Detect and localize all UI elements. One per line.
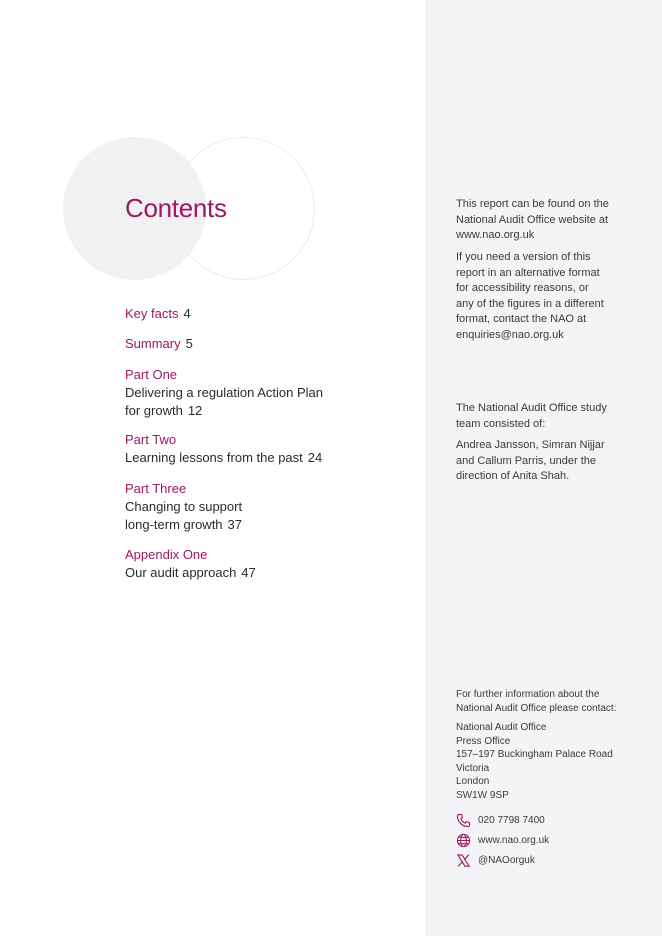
address-line: Victoria	[456, 762, 490, 774]
further-info-text	[456, 688, 646, 715]
toc-page-number: 37	[227, 517, 243, 532]
text-line: any of the figures in a different	[456, 297, 604, 310]
toc-description: Learning lessons from the past	[125, 450, 303, 465]
text-line: For further information about the	[456, 689, 600, 700]
toc-heading: Part Two	[125, 432, 177, 447]
contact-address	[456, 721, 646, 802]
text-line: If you need a version of this	[456, 251, 591, 263]
toc-page-number: 4	[183, 306, 191, 321]
toc-description: Changing to support	[125, 499, 243, 514]
toc-description: Delivering a regulation Action Plan	[125, 385, 324, 400]
contact-x-account[interactable]	[456, 851, 646, 869]
toc-heading: Part Three	[125, 481, 187, 496]
contact-phone[interactable]	[456, 811, 646, 829]
x-handle: @NAOorguk	[478, 854, 535, 866]
phone-number: 020 7798 7400	[478, 814, 545, 826]
text-line: This report can be found on the	[456, 198, 609, 210]
toc-heading: Appendix One	[125, 547, 208, 562]
page-title: Contents	[125, 193, 227, 223]
toc-description: long-term growth	[125, 517, 223, 532]
toc-page-number: 47	[241, 565, 256, 580]
phone-icon	[456, 813, 471, 828]
toc-item-part-one[interactable]	[125, 366, 415, 420]
text-line: National Audit Office please contact:	[456, 702, 617, 714]
x-logo-icon	[456, 853, 471, 868]
study-team-members	[456, 438, 646, 485]
text-line: direction of Anita Shah.	[456, 470, 570, 483]
text-line: National Audit Office website at	[456, 213, 609, 226]
text-line: and Callum Parris, under the	[456, 454, 597, 467]
text-line: report in an alternative format	[456, 266, 600, 279]
toc-page-number: 24	[307, 450, 323, 465]
address-line: London	[456, 776, 490, 787]
website-url: www.nao.org.uk	[478, 834, 550, 846]
toc-item-part-two[interactable]	[125, 431, 415, 467]
email-link[interactable]: enquiries@nao.org.uk	[456, 328, 564, 341]
toc-page-number: 5	[185, 336, 193, 351]
toc-description: for growth	[125, 403, 183, 418]
address-line: SW1W 9SP	[456, 789, 509, 801]
accessibility-text	[456, 250, 646, 344]
toc-item-key-facts[interactable]	[125, 305, 415, 323]
toc-item-appendix-one[interactable]	[125, 546, 415, 582]
address-line: 157–197 Buckingham Palace Road	[456, 749, 613, 760]
contact-website[interactable]	[456, 831, 646, 849]
globe-icon	[456, 833, 471, 848]
text-line: for accessibility reasons, or	[456, 282, 589, 295]
toc-description: Our audit approach	[125, 565, 237, 580]
address-line: National Audit Office	[456, 722, 547, 733]
text-line: Andrea Jansson, Simran Nijjar	[456, 439, 605, 451]
toc-heading: Summary	[125, 336, 181, 351]
address-line: Press Office	[456, 735, 511, 747]
toc-page-number: 12	[187, 403, 203, 418]
toc-heading: Key facts	[125, 306, 179, 321]
report-location-text	[456, 197, 646, 244]
toc-heading: Part One	[125, 367, 178, 382]
study-team-intro	[456, 401, 646, 432]
text-line: The National Audit Office study	[456, 402, 607, 414]
toc-item-summary[interactable]	[125, 335, 415, 353]
toc-item-part-three[interactable]	[125, 480, 415, 534]
website-link[interactable]: www.nao.org.uk	[456, 229, 535, 242]
text-line: format, contact the NAO at	[456, 313, 587, 326]
text-line: team consisted of:	[456, 417, 546, 430]
